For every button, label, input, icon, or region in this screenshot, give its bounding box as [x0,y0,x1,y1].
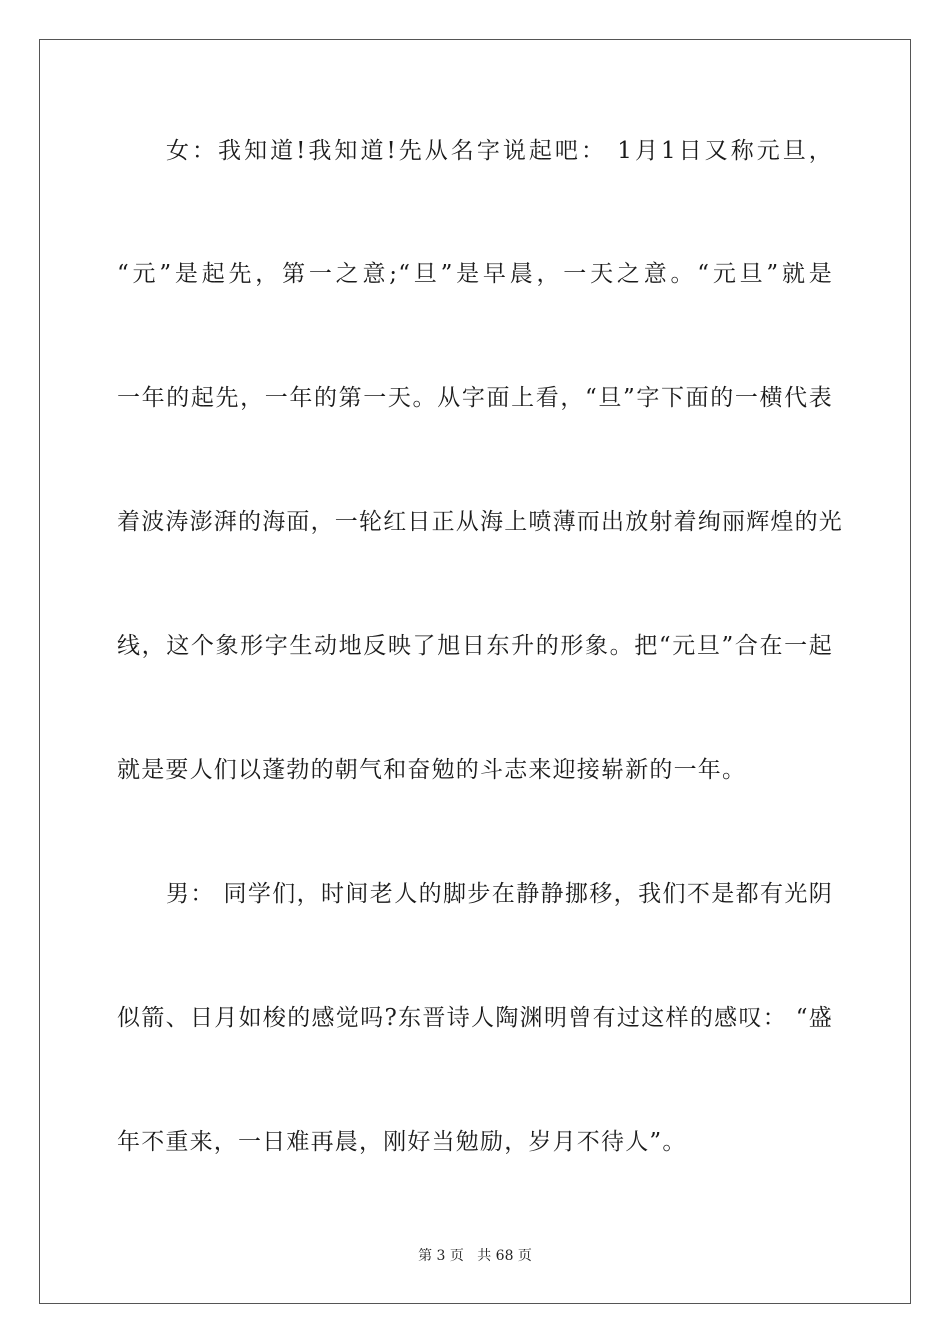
paragraph-line: 一年的起先，一年的第一天。从字面上看，“旦”字下面的一横代表 [117,385,833,411]
paragraph-line: “元”是起先，第一之意;“旦”是早晨，一天之意。“元旦”就是 [117,261,833,287]
page-border [39,39,911,1304]
paragraph-line: 线，这个象形字生动地反映了旭日东升的形象。把“元旦”合在一起 [117,633,833,659]
paragraph-line: 就是要人们以蓬勃的朝气和奋勉的斗志来迎接崭新的一年。 [117,757,747,783]
paragraph-line: 着波涛澎湃的海面，一轮红日正从海上喷薄而出放射着绚丽辉煌的光 [117,509,843,535]
paragraph-line: 年不重来，一日难再晨，刚好当勉励，岁月不待人”。 [117,1129,687,1155]
paragraph-line: 似箭、日月如梭的感觉吗?东晋诗人陶渊明曾有过这样的感叹： “盛 [117,1005,833,1031]
page-number-footer: 第 3 页 共 68 页 [418,1248,532,1264]
paragraph-line: 女：我知道!我知道!先从名字说起吧： 1月1日又称元旦， [166,138,833,164]
paragraph-line: 男： 同学们，时间老人的脚步在静静挪移，我们不是都有光阴 [166,881,833,907]
